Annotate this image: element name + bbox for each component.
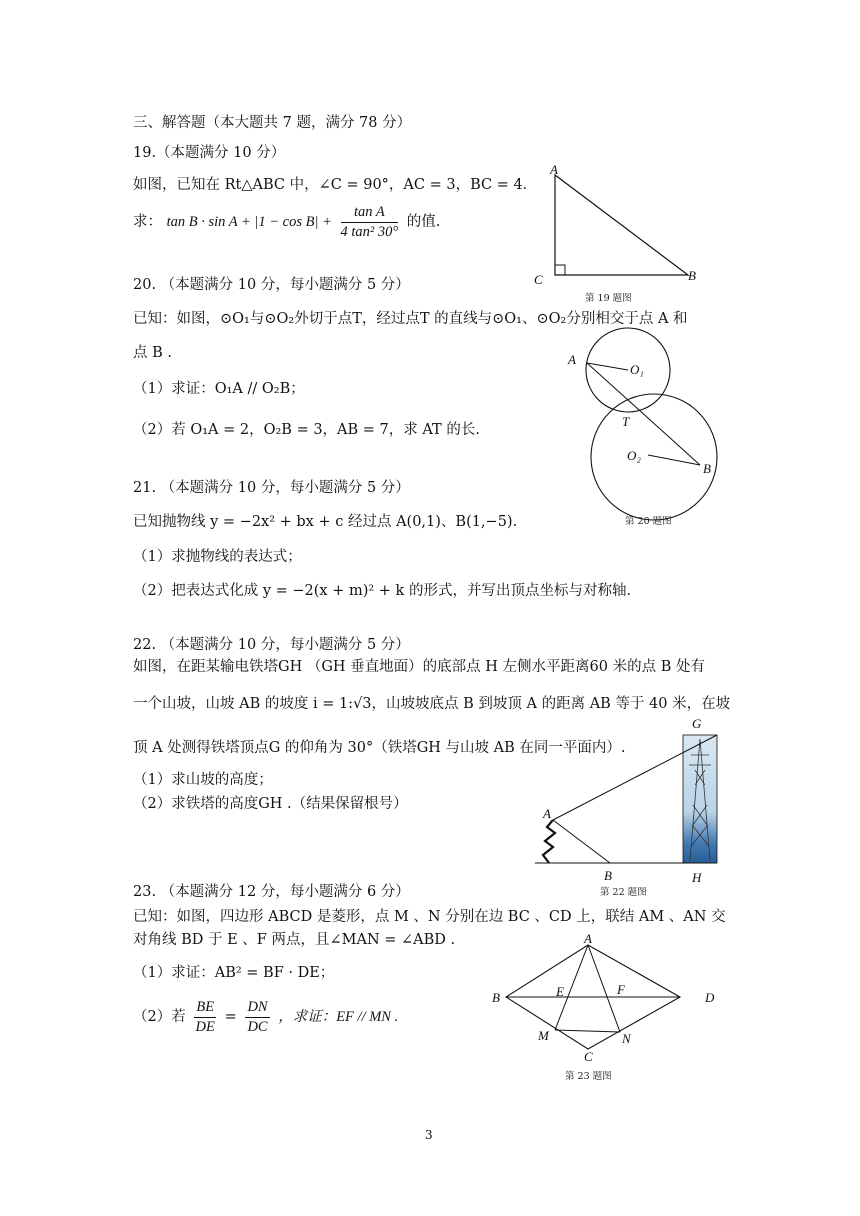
q19-fraction-numerator: tan A <box>341 205 399 223</box>
q23-fraction1-denominator: DE <box>195 1018 215 1035</box>
q19-fraction <box>341 205 399 239</box>
q22-caption: 第 22 题图 <box>600 887 647 898</box>
q20-circles-figure <box>560 325 720 515</box>
q23-part2-prefix: （2）若 <box>133 1009 186 1025</box>
q22-heading: 22. （本题满分 10 分，每小题满分 5 分） <box>133 637 410 653</box>
q19-ask <box>133 205 440 239</box>
q19-fraction-denominator: 4 tan² 30° <box>340 223 399 240</box>
q23-label-a: A <box>584 931 592 946</box>
q23-caption: 第 23 题图 <box>565 1071 612 1082</box>
q19-label-b: B <box>688 268 696 283</box>
q22-part1: （1）求山坡的高度； <box>133 772 273 788</box>
q22-part2: （2）求铁塔的高度GH .（结果保留根号） <box>133 796 408 812</box>
q23-heading: 23. （本题满分 12 分，每小题满分 6 分） <box>133 884 410 900</box>
q19-triangle-figure <box>540 160 710 290</box>
q20-label-o2: O₂ <box>627 448 641 463</box>
q19-given: 如图，已知在 Rt△ABC 中，∠C = 90°，AC = 3，BC = 4． <box>133 177 538 193</box>
page-number: 3 <box>425 1128 433 1142</box>
q20-label-b: B <box>703 461 711 476</box>
q23-label-n: N <box>622 1031 631 1046</box>
line-ab <box>587 363 700 465</box>
q23-fraction1-numerator: BE <box>194 1000 216 1018</box>
q23-part2-suffix: ，求证：EF // MN . <box>278 1009 399 1025</box>
q21-part1: （1）求抛物线的表达式； <box>133 549 302 565</box>
segment-o2b <box>648 455 700 465</box>
q22-label-b: B <box>604 868 612 883</box>
q20-given-line1: 已知：如图，⊙O₁与⊙O₂外切于点T，经过点T 的直线与⊙O₁、⊙O₂分别相交于点 A 和 <box>133 311 688 327</box>
q20-part1: （1）求证：O₁A // O₂B； <box>133 381 305 397</box>
q23-part2 <box>133 1000 398 1034</box>
section-header: 三、解答题（本大题共 7 题，满分 78 分） <box>133 115 412 131</box>
q23-equals: = <box>224 1009 237 1025</box>
q20-given-line2: 点 B . <box>133 345 172 361</box>
q22-line1: 如图，在距某输电铁塔GH （GH 垂直地面）的底部点 H 左侧水平距离60 米的点 B 处有 <box>133 659 705 675</box>
hill-profile <box>543 820 555 863</box>
right-angle-mark <box>555 265 565 275</box>
q23-line1: 已知：如图，四边形 ABCD 是菱形，点 M 、N 分别在边 BC 、CD 上，联结 AM 、AN 交 <box>133 909 726 925</box>
slope-ab <box>553 820 610 863</box>
q19-caption: 第 19 题图 <box>585 293 632 304</box>
q23-fraction-be-de <box>194 1000 216 1034</box>
segment-an <box>588 945 620 1032</box>
q21-heading: 21. （本题满分 10 分，每小题满分 5 分） <box>133 480 410 496</box>
q19-ask-prefix: 求： <box>133 214 162 230</box>
q22-line3: 顶 A 处测得铁塔顶点G 的仰角为 30°（铁塔GH 与山坡 AB 在同一平面内）. <box>133 740 626 756</box>
segment-mn <box>555 1030 620 1032</box>
q21-given: 已知抛物线 y = −2x² + bx + c 经过点 A(0,1)、B(1,−5). <box>133 514 518 530</box>
q20-label-t: T <box>622 414 630 429</box>
q19-ask-suffix: 的值. <box>406 214 441 230</box>
q22-tower-figure <box>525 725 725 870</box>
q21-part2: （2）把表达式化成 y = −2(x + m)² + k 的形式，并写出顶点坐标与对称轴. <box>133 583 632 599</box>
triangle-abc <box>555 175 688 275</box>
q20-caption: 第 20 题图 <box>625 516 672 527</box>
q23-part1: （1）求证：AB² = BF · DE； <box>133 965 335 981</box>
q20-label-a: A <box>568 352 576 367</box>
q22-label-a: A <box>543 806 551 821</box>
q23-label-e: E <box>556 984 564 999</box>
q23-label-m: M <box>538 1028 549 1043</box>
q19-label-a: A <box>550 162 558 177</box>
q23-line2: 对角线 BD 于 E 、F 两点，且∠MAN = ∠ABD . <box>133 932 456 948</box>
tower-photo-background <box>683 735 717 863</box>
q23-label-c: C <box>584 1049 593 1064</box>
q23-rhombus-figure <box>500 935 700 1065</box>
q20-heading: 20. （本题满分 10 分，每小题满分 5 分） <box>133 277 410 293</box>
q22-label-h: H <box>692 870 702 885</box>
circle-o2 <box>591 394 717 520</box>
q19-expression: tan B · sin A + |1 − cos B| + <box>166 214 332 230</box>
q23-label-d: D <box>705 990 715 1005</box>
q23-fraction-dn-dc <box>245 1000 269 1034</box>
q23-fraction2-numerator: DN <box>245 1000 269 1018</box>
q20-label-o1: O₁ <box>630 362 644 377</box>
q23-fraction2-denominator: DC <box>247 1018 268 1035</box>
q20-part2: （2）若 O₁A = 2，O₂B = 3，AB = 7，求 AT 的长. <box>133 422 480 438</box>
q23-label-f: F <box>617 982 625 997</box>
q19-heading: 19.（本题满分 10 分） <box>133 145 286 161</box>
q23-label-b: B <box>492 990 500 1005</box>
q19-label-c: C <box>534 272 543 287</box>
q22-label-g: G <box>692 716 702 731</box>
q22-line2: 一个山坡，山坡 AB 的坡度 i = 1:√3，山坡坡底点 B 到坡顶 A 的距离 AB 等于 40 米，在坡 <box>133 696 731 712</box>
